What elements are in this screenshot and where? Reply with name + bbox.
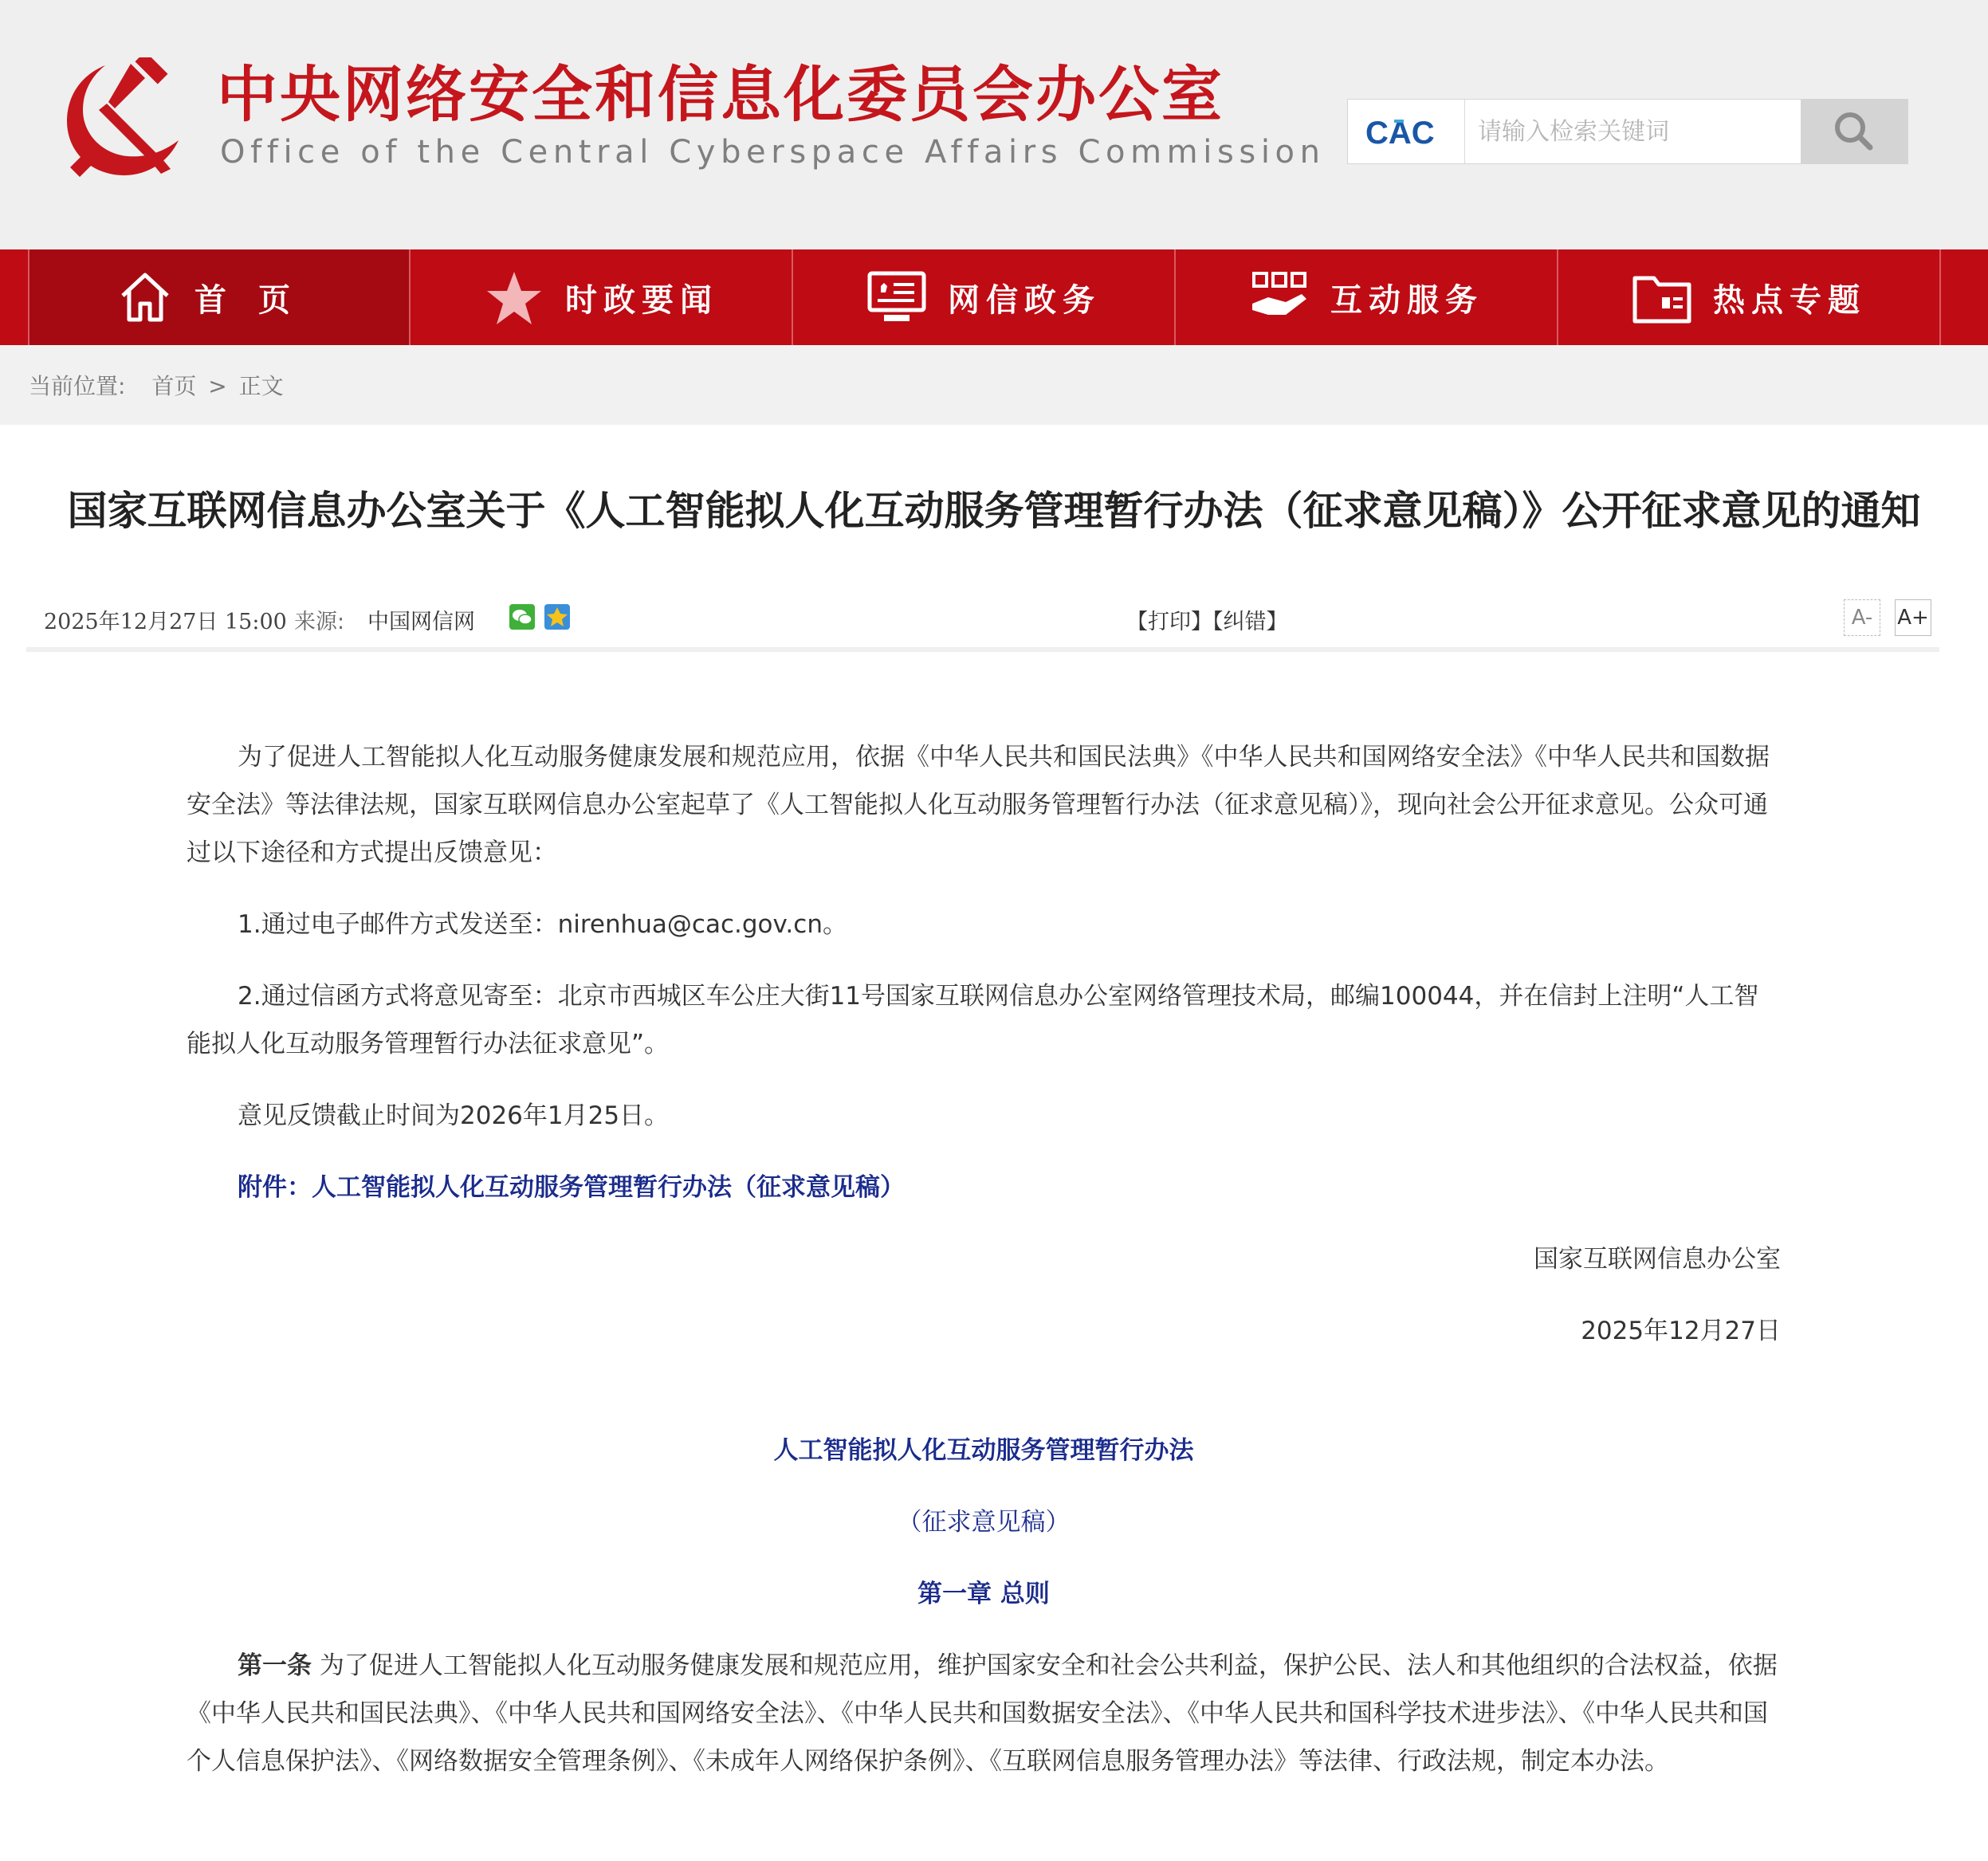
correction-link[interactable]: 【纠错】 — [1212, 610, 1288, 634]
chapter-heading: 第一章 总则 — [917, 1580, 1050, 1608]
source-name: 中国网信网 — [367, 610, 475, 634]
breadcrumb-label: 当前位置: — [29, 373, 126, 399]
paragraph-deadline: 意见反馈截止时间为2026年1月25日。 — [238, 1101, 670, 1130]
site-subtitle: Office of the Central Cyberspace Affairs Commission — [220, 134, 1326, 171]
search-icon — [1830, 108, 1878, 155]
wechat-share-icon[interactable] — [509, 604, 535, 630]
main-nav — [0, 249, 1988, 345]
article-body — [187, 733, 1781, 1809]
article-one-label: 第一条 — [238, 1651, 312, 1680]
paragraph-mail: 2.通过信函方式将意见寄至：北京市西城区车公庄大街11号国家互联网信息办公室网络管理技术局，邮编100044，并在信封上注明“人工智能拟人化互动服务管理暂行办法征求意见”。 — [187, 982, 1759, 1058]
breadcrumb-separator: > — [208, 373, 227, 399]
home-icon — [116, 269, 174, 326]
star-icon — [484, 269, 544, 326]
article-one — [187, 1642, 1781, 1785]
site-title: 中央网络安全和信息化委员会办公室 — [217, 59, 1224, 130]
monitor-icon — [866, 269, 927, 326]
signature: 国家互联网信息办公室 — [1534, 1245, 1781, 1274]
hand-service-icon — [1249, 269, 1310, 326]
font-increase-button[interactable]: A+ — [1895, 599, 1931, 636]
article-meta — [26, 599, 1939, 647]
meta-divider — [26, 647, 1939, 652]
print-link[interactable]: 【打印】 — [1126, 610, 1212, 634]
article-one-text: 为了促进人工智能拟人化互动服务健康发展和规范应用，维护国家安全和社会公共利益，保护公民、法人和其他组织的合法权益，依据《中华人民共和国民法典》、《中华人民共和国网络安全法》、《中华人民共和国数据安全法》、《中华人民共和国科学技术进步法》、《中华人民共和国个人信息保护法》、《网络数据安全管理条例》、《未成年人网络保护条例》、《互联网信息服务管理办法》等法律、行政法规，制定本办法。 — [187, 1651, 1778, 1776]
qzone-share-icon[interactable] — [544, 604, 570, 630]
svg-text:CAC: CAC — [1365, 116, 1435, 151]
search-button[interactable] — [1801, 100, 1907, 163]
folder-icon — [1632, 269, 1692, 326]
nav-item-interactive[interactable]: 互动服务 — [1176, 249, 1558, 345]
cac-logo — [1348, 100, 1465, 163]
nav-item-news[interactable]: 时政要闻 — [411, 249, 793, 345]
breadcrumb-home-link[interactable]: 首页 — [151, 373, 197, 399]
paragraph-intro: 为了促进人工智能拟人化互动服务健康发展和规范应用，依据《中华人民共和国民法典》《中华人民共和国网络安全法》《中华人民共和国数据安全法》等法律法规，国家互联网信息办公室起草了《人工智能拟人化互动服务管理暂行办法（征求意见稿）》，现向社会公开征求意见。公众可通过以下途径和方式提出反馈意见： — [187, 743, 1770, 867]
nav-item-home[interactable]: 首页 — [28, 249, 411, 345]
attachment-link[interactable]: 附件：人工智能拟人化互动服务管理暂行办法（征求意见稿） — [238, 1173, 905, 1202]
nav-item-affairs[interactable]: 网信政务 — [793, 249, 1176, 345]
paragraph-email: 1.通过电子邮件方式发送至：nirenhua@cac.gov.cn。 — [238, 910, 847, 939]
site-header — [0, 0, 1988, 249]
doc-subtitle: （征求意见稿） — [897, 1508, 1071, 1537]
font-decrease-button[interactable]: A- — [1844, 599, 1880, 636]
breadcrumb-current: 正文 — [238, 373, 284, 399]
search-box — [1347, 99, 1908, 164]
cac-logo-icon — [1362, 112, 1450, 151]
article-title: 国家互联网信息办公室关于《人工智能拟人化互动服务管理暂行办法（征求意见稿）》公开征求意见的通知 — [67, 488, 1921, 534]
source-label: 来源: — [294, 610, 345, 634]
publish-date: 2025年12月27日 15:00 — [44, 610, 287, 634]
party-emblem-logo[interactable] — [59, 57, 187, 181]
search-input[interactable] — [1465, 100, 1800, 163]
nav-item-topics[interactable]: 热点专题 — [1558, 249, 1941, 345]
doc-title: 人工智能拟人化互动服务管理暂行办法 — [773, 1436, 1194, 1465]
signature-date: 2025年12月27日 — [1581, 1317, 1781, 1345]
breadcrumb — [0, 345, 1988, 425]
